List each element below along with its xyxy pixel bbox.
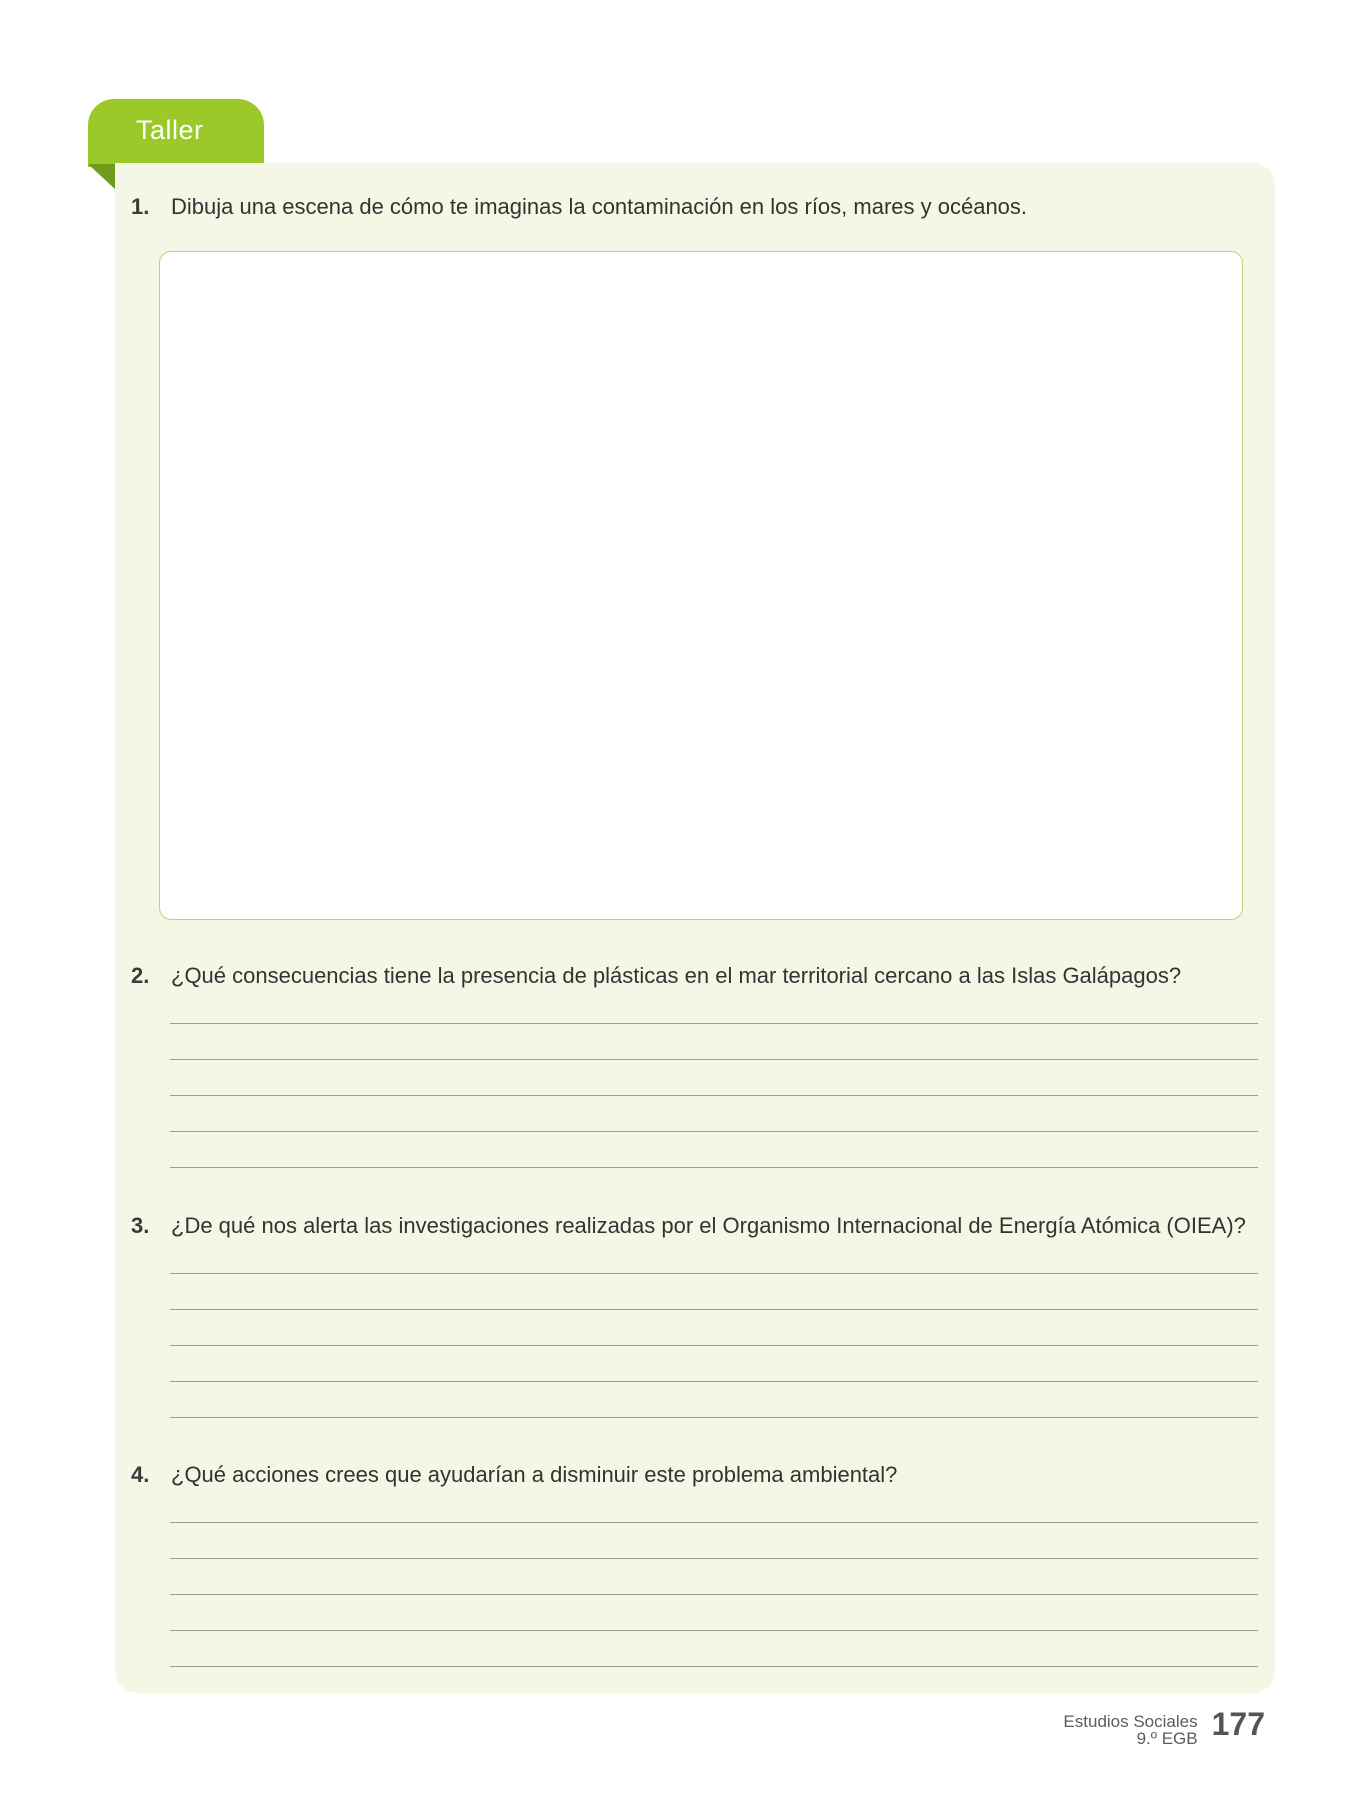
page-number: 177 — [1211, 1706, 1265, 1742]
question-4 — [131, 1460, 1261, 1490]
tab-fold-decoration — [88, 164, 116, 190]
drawing-area[interactable] — [159, 251, 1243, 920]
answer-line[interactable] — [170, 1131, 1258, 1132]
question-2 — [131, 961, 1261, 991]
question-number: 2. — [131, 963, 150, 988]
question-text: ¿Qué consecuencias tiene la presencia de plásticas en el mar territorial cercano a las Islas Galápagos? — [171, 963, 1182, 988]
question-1 — [131, 192, 1261, 222]
answer-line[interactable] — [170, 1522, 1258, 1523]
answer-lines-4[interactable] — [170, 1522, 1258, 1702]
subject-label: Estudios Sociales — [1063, 1712, 1198, 1731]
answer-line[interactable] — [170, 1558, 1258, 1559]
page-footer — [1063, 1707, 1265, 1747]
answer-line[interactable] — [170, 1059, 1258, 1060]
question-number: 3. — [131, 1213, 150, 1238]
question-text: ¿Qué acciones crees que ayudarían a disminuir este problema ambiental? — [171, 1462, 898, 1487]
question-3 — [131, 1211, 1261, 1241]
footer-text — [1063, 1713, 1197, 1747]
answer-line[interactable] — [170, 1417, 1258, 1418]
answer-line[interactable] — [170, 1167, 1258, 1168]
answer-lines-2[interactable] — [170, 1023, 1258, 1203]
answer-line[interactable] — [170, 1273, 1258, 1274]
question-number: 1. — [131, 194, 150, 219]
answer-line[interactable] — [170, 1381, 1258, 1382]
answer-line[interactable] — [170, 1095, 1258, 1096]
answer-line[interactable] — [170, 1345, 1258, 1346]
question-text: ¿De qué nos alerta las investigaciones realizadas por el Organismo Internacional de Energía Atómica (OIEA)? — [171, 1213, 1246, 1238]
grade-label: 9.º EGB — [1136, 1729, 1198, 1748]
answer-lines-3[interactable] — [170, 1273, 1258, 1453]
answer-line[interactable] — [170, 1023, 1258, 1024]
taller-tab — [88, 99, 264, 167]
answer-line[interactable] — [170, 1630, 1258, 1631]
question-text: Dibuja una escena de cómo te imaginas la contaminación en los ríos, mares y océanos. — [171, 194, 1028, 219]
answer-line[interactable] — [170, 1309, 1258, 1310]
section-title: Taller — [136, 115, 204, 145]
answer-line[interactable] — [170, 1666, 1258, 1667]
answer-line[interactable] — [170, 1594, 1258, 1595]
question-number: 4. — [131, 1462, 150, 1487]
